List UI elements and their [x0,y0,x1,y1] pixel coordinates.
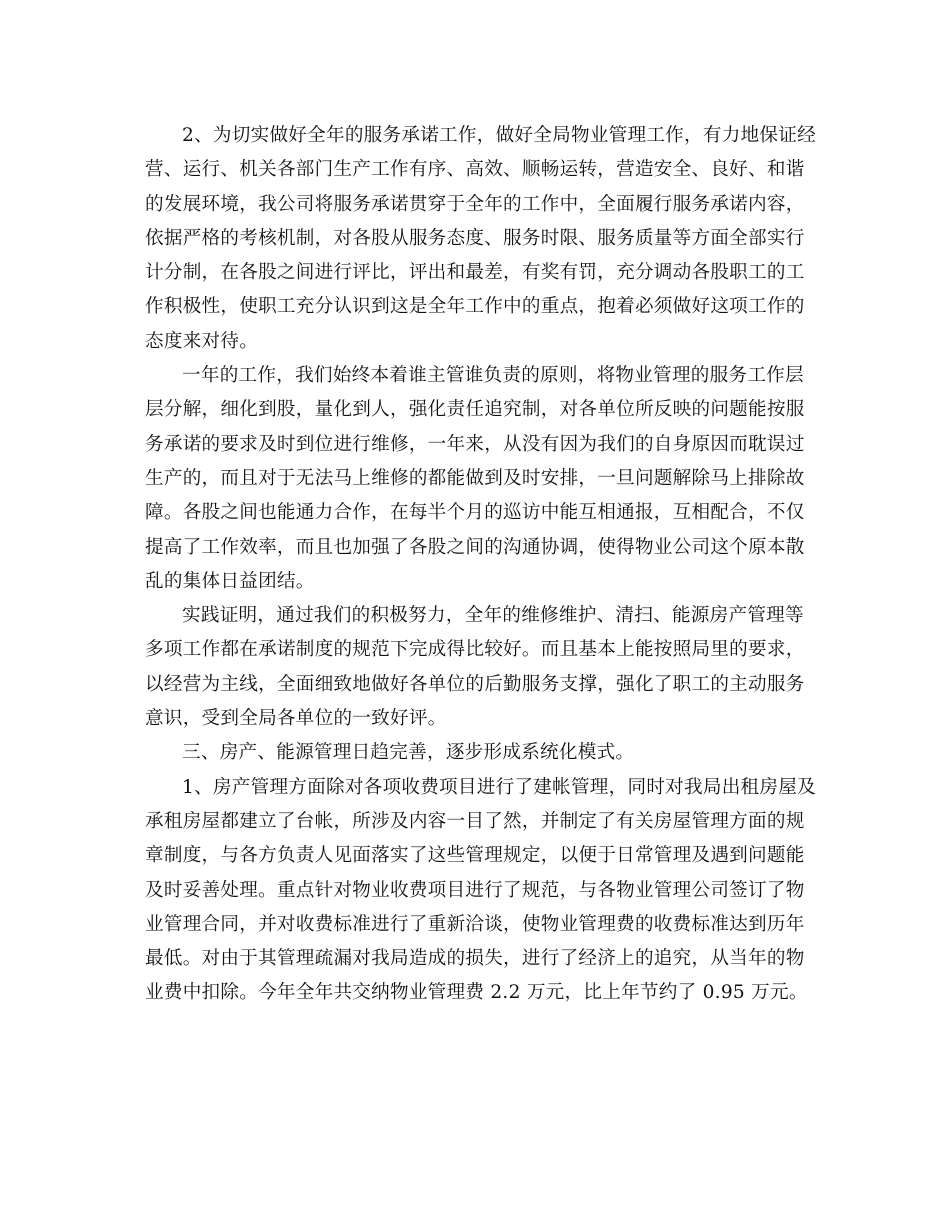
paragraph-service-commitment [145,119,816,359]
text-line: 营、运行、机关各部门生产工作有序、高效、顺畅运转，营造安全、良好、和谐 [145,159,805,181]
text-line: 以经营为主线，全面细致地做好各单位的后勤服务支撑，强化了职工的主动服务 [145,673,805,695]
text-line: 障。各股之间也能通力合作，在每半个月的巡访中能互相通报，互相配合，不仅 [145,502,805,524]
text-line: 作积极性，使职工充分认识到这是全年工作中的重点，抱着必须做好这项工作的 [145,296,805,318]
text-line: 多项工作都在承诺制度的规范下完成得比较好。而且基本上能按照局里的要求， [145,639,805,661]
text-line: 依据严格的考核机制，对各股从服务态度、服务时限、服务质量等方面全部实行 [145,227,805,249]
text-line: 意识，受到全局各单位的一致好评。 [145,708,447,730]
text-line: 计分制，在各股之间进行评比，评出和最差，有奖有罚，充分调动各股职工的工 [145,262,805,284]
document-page [145,119,816,1011]
text-line: 最低。对由于其管理疏漏对我局造成的损失，进行了经济上的追究，从当年的物 [145,948,805,970]
text-line: 层分解，细化到股，量化到人，强化责任追究制，对各单位所反映的问题能按服 [145,399,805,421]
text-line: 章制度，与各方负责人见面落实了这些管理规定，以便于日常管理及遇到问题能 [145,845,805,867]
paragraph-year-of-work [145,359,810,599]
text-line: 态度来对待。 [145,330,259,352]
text-line: 2、为切实做好全年的服务承诺工作，做好全局物业管理工作，有力地保证经 [182,125,816,146]
text-line: 业管理合同，并对收费标准进行了重新洽谈，使物业管理费的收费标准达到历年 [145,913,805,935]
text-line: 务承诺的要求及时到位进行维修，一年来，从没有因为我们的自身原因而耽误过 [145,433,805,455]
text-line: 提高了工作效率，而且也加强了各股之间的沟通协调，使得物业公司这个原本散 [145,536,805,558]
text-line: 乱的集体日益团结。 [145,570,315,592]
text-line: 一年的工作，我们始终本着谁主管谁负责的原则，将物业管理的服务工作层 [182,365,804,387]
section-heading: 三、房产、能源管理日趋完善，逐步形成系统化模式。 [182,742,635,764]
text-line: 承租房屋都建立了台帐，所涉及内容一目了然，并制定了有关房屋管理方面的规 [145,810,805,832]
paragraph-practice-proves [145,599,810,736]
paragraph-property-management [145,771,816,1011]
text-line: 业费中扣除。今年全年共交纳物业管理费 2.2 万元，比上年节约了 0.95 万元。 [145,982,808,1004]
text-line: 的发展环境，我公司将服务承诺贯穿于全年的工作中，全面履行服务承诺内容， [145,193,805,215]
text-line: 1、房产管理方面除对各项收费项目进行了建帐管理，同时对我局出租房屋及 [182,776,816,798]
text-line: 及时妥善处理。重点针对物业收费项目进行了规范，与各物业管理公司签订了物 [145,879,805,901]
section-heading-three [145,736,810,770]
text-line: 实践证明，通过我们的积极努力，全年的维修维护、清扫、能源房产管理等 [182,605,804,627]
text-line: 生产的，而且对于无法马上维修的都能做到及时安排，一旦问题解除马上排除故 [145,467,805,489]
